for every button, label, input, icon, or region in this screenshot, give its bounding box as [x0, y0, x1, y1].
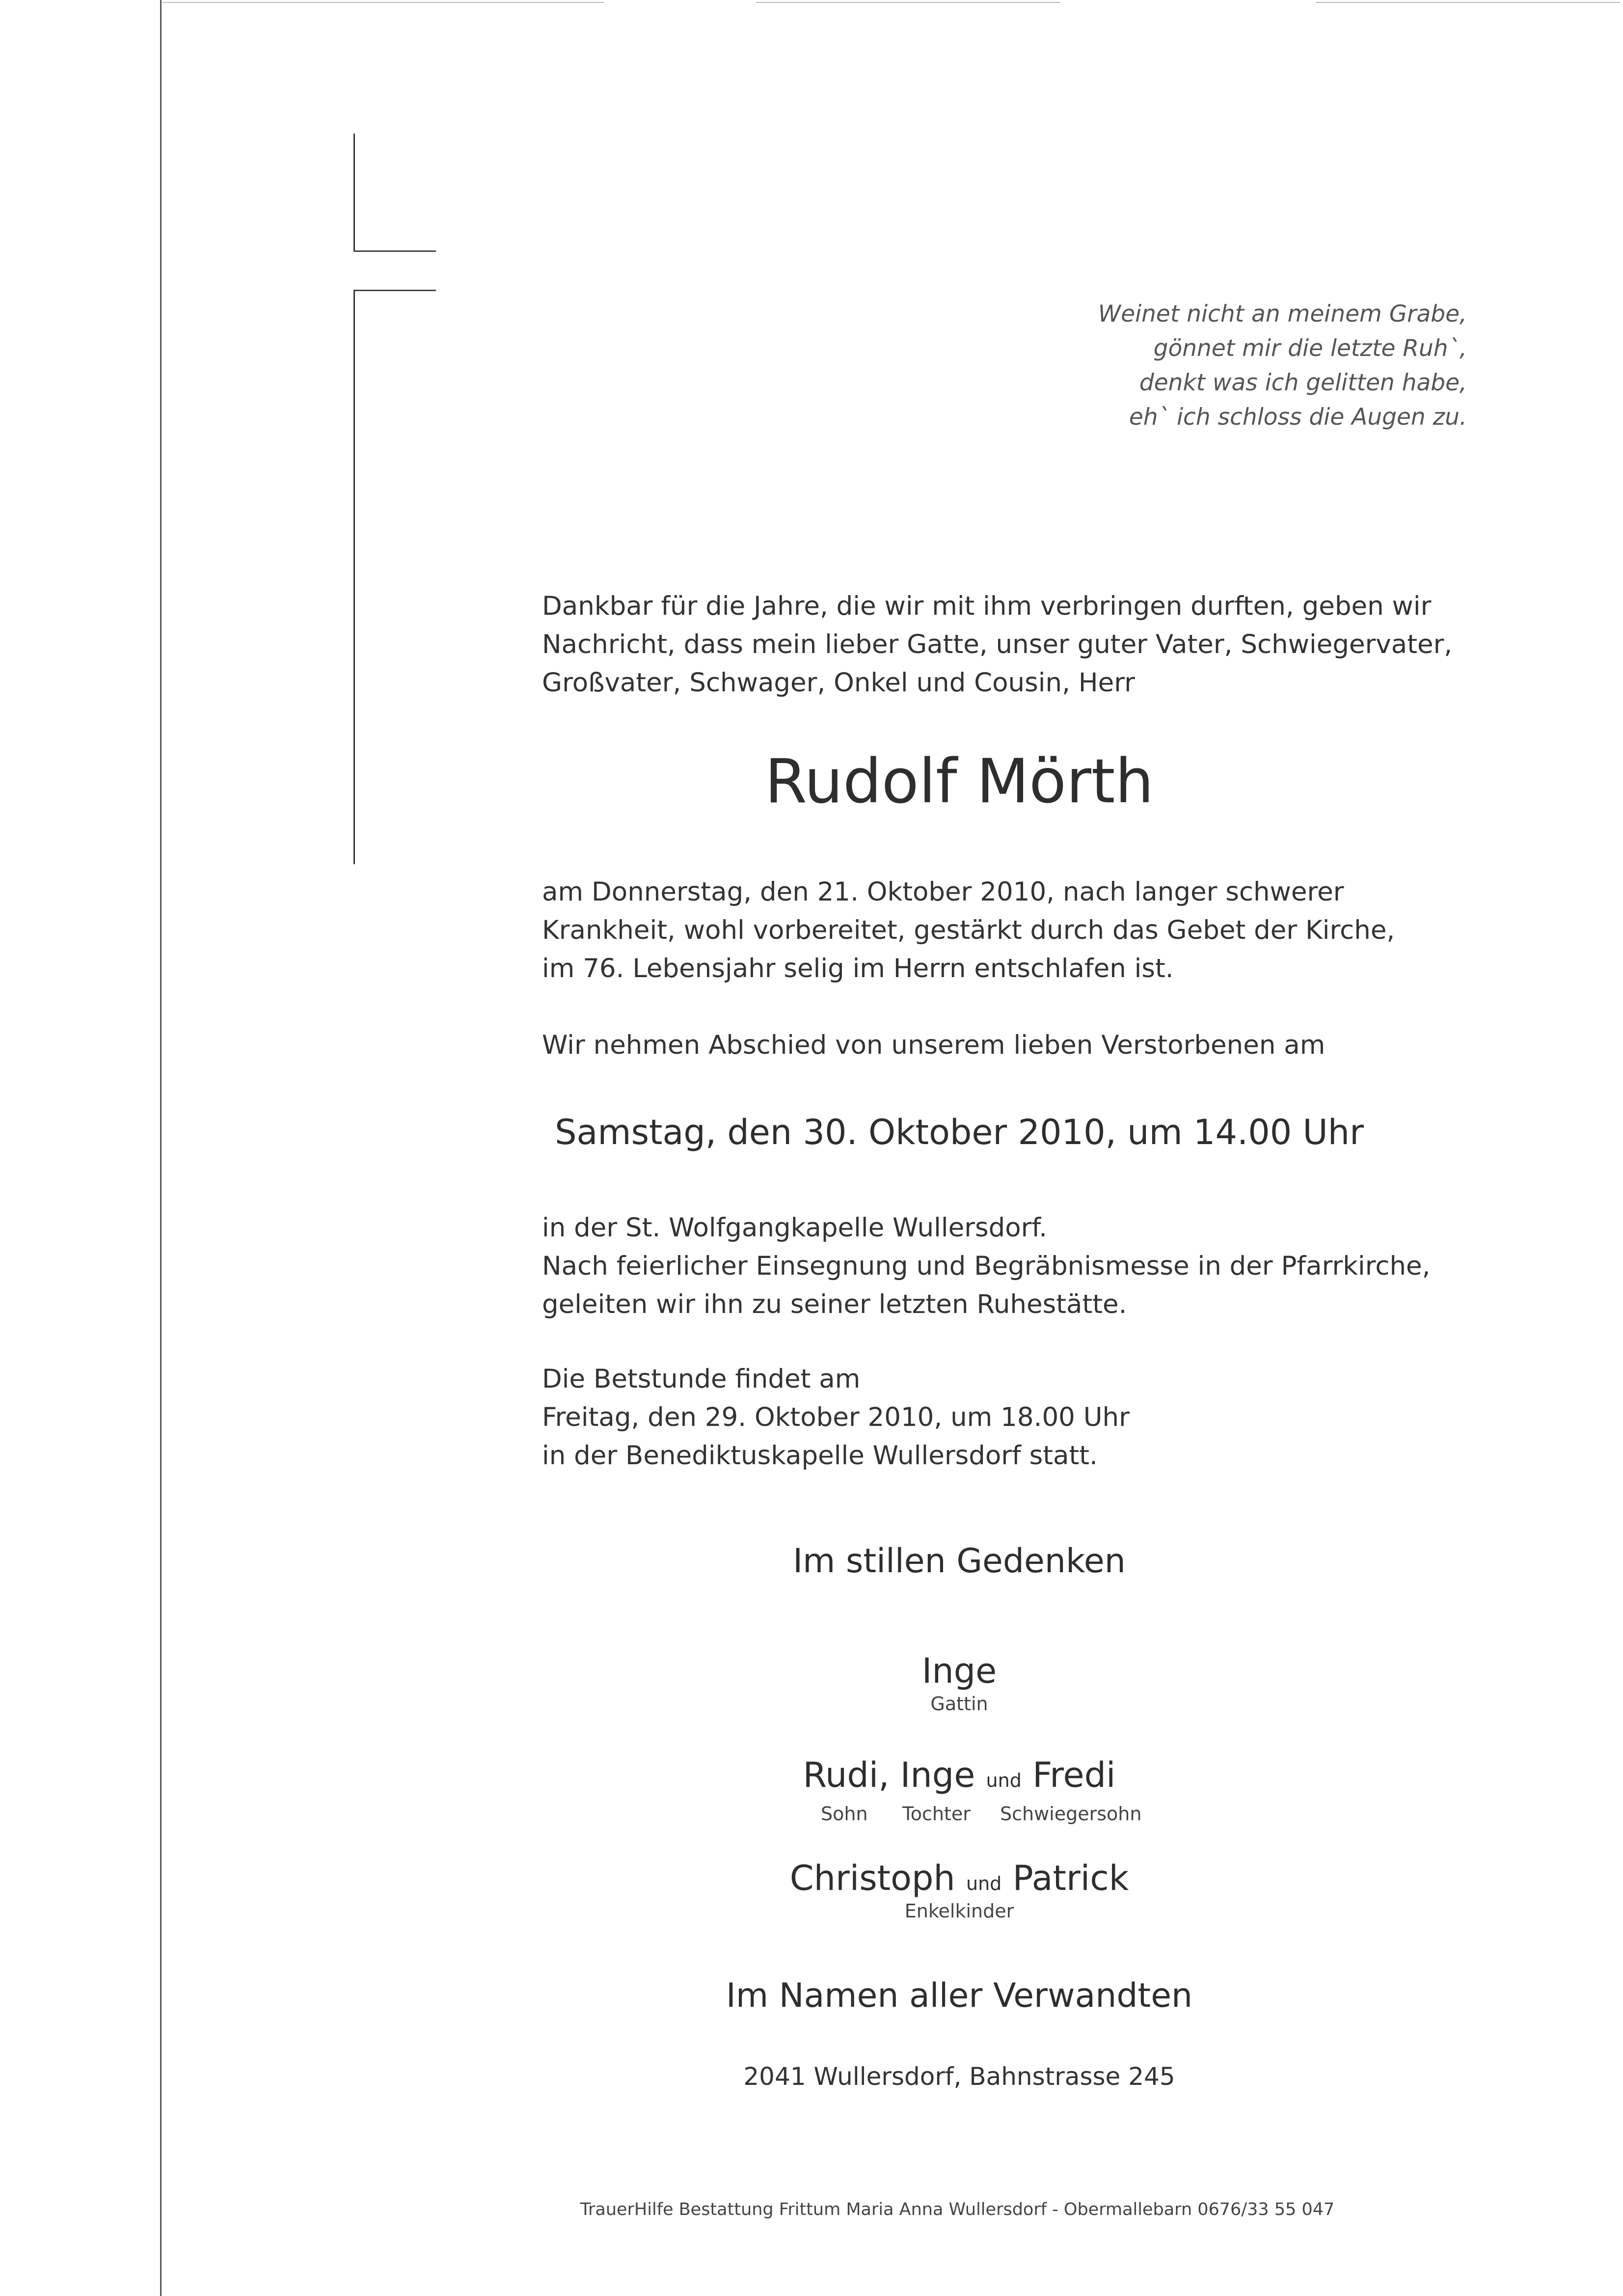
grandchildren-name2: Patrick [1012, 1858, 1129, 1898]
grandchildren-und: und [966, 1873, 1002, 1894]
prayer-hour [542, 1360, 1475, 1475]
poem-line: denkt was ich gelitten habe, [1139, 369, 1467, 396]
prayer-hour-line: in der Benediktuskapelle Wullersdorf statt. [542, 1441, 1098, 1471]
funeral-location-line: geleiten wir ihn zu seiner letzten Ruhestätte. [542, 1289, 1127, 1319]
mourning-heading: Im stillen Gedenken [793, 1542, 1126, 1581]
children-name1: Rudi, Inge [803, 1755, 975, 1795]
deceased-name: Rudolf Mörth [764, 746, 1154, 817]
mourner-spouse [542, 1651, 1377, 1715]
death-notice-line: am Donnerstag, den 21. Oktober 2010, nach langer schwerer [542, 877, 1344, 907]
farewell-intro-text: Wir nehmen Abschied von unserem lieben Verstorbenen am [542, 1030, 1325, 1060]
grandchildren-names [542, 1858, 1377, 1898]
poem-line: Weinet nicht an meinem Grabe, [1098, 301, 1467, 328]
children-name2: Fredi [1032, 1755, 1116, 1795]
death-notice-line: Krankheit, wohl vorbereitet, gestärkt durch das Gebet der Kirche, [542, 915, 1395, 945]
funeral-datetime: Samstag, den 30. Oktober 2010, um 14.00 Uhr [555, 1112, 1364, 1152]
funeral-location-line: in der St. Wolfgangkapelle Wullersdorf. [542, 1213, 1048, 1243]
children-und: und [986, 1770, 1022, 1791]
top-edge-line-left [162, 2, 604, 3]
intro-line: Großvater, Schwager, Onkel und Cousin, Herr [542, 668, 1135, 698]
death-notice-line: im 76. Lebensjahr selig im Herrn entschlafen ist. [542, 954, 1174, 984]
children-names [542, 1755, 1377, 1795]
intro-line: Dankbar für die Jahre, die wir mit ihm verbringen durften, geben wir [542, 591, 1432, 621]
footer-undertaker: TrauerHilfe Bestattung Frittum Maria Anna Wullersdorf - Obermallebarn 0676/33 55 047 [580, 2200, 1335, 2219]
grandchildren-name1: Christoph [789, 1858, 955, 1898]
relatives-line: Im Namen aller Verwandten [726, 1976, 1193, 2015]
top-edge-line-right [1316, 2, 1620, 3]
intro-paragraph [542, 587, 1475, 702]
left-margin-rule [160, 0, 162, 2296]
grandchildren-role: Enkelkinder [904, 1900, 1014, 1922]
poem-line: gönnet mir die letzte Ruh`, [1153, 335, 1467, 362]
spouse-name: Inge [921, 1651, 997, 1691]
top-edge-line-mid [756, 2, 1060, 3]
prayer-hour-line: Die Betstunde findet am [542, 1364, 861, 1394]
mourner-children [542, 1755, 1377, 1795]
intro-line: Nachricht, dass mein lieber Gatte, unser guter Vater, Schwiegervater, [542, 629, 1453, 659]
spouse-role: Gattin [930, 1693, 988, 1715]
children-role-daughter: Tochter [902, 1803, 971, 1825]
death-notice [542, 873, 1475, 988]
funeral-location-line: Nach feierlicher Einsegnung und Begräbnismesse in der Pfarrkirche, [542, 1251, 1431, 1281]
children-role-son-in-law: Schwiegersohn [1000, 1803, 1142, 1825]
children-role-son: Sohn [821, 1803, 868, 1825]
poem-line: eh` ich schloss die Augen zu. [1129, 404, 1467, 431]
poem [976, 297, 1467, 435]
address: 2041 Wullersdorf, Bahnstrasse 245 [743, 2062, 1175, 2091]
mourner-grandchildren [542, 1858, 1377, 1922]
funeral-location [542, 1209, 1475, 1324]
farewell-intro [542, 1026, 1475, 1065]
prayer-hour-line: Freitag, den 29. Oktober 2010, um 18.00 Uhr [542, 1402, 1130, 1432]
